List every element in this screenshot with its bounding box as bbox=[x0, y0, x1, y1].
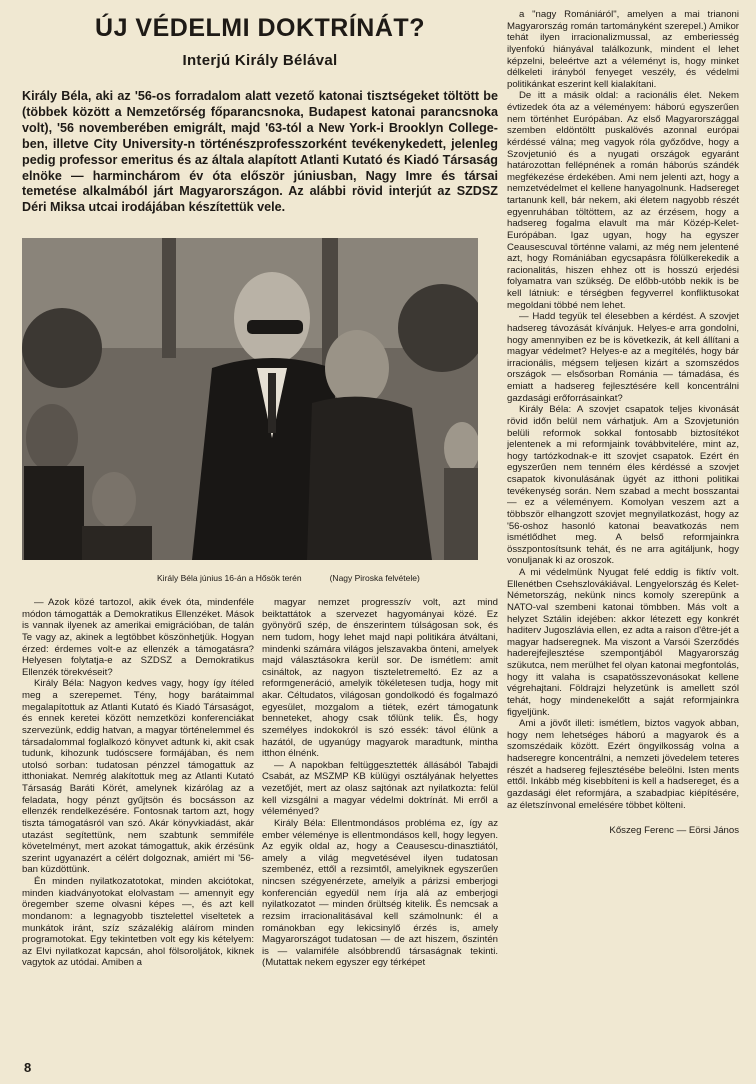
paragraph: Király Béla: Nagyon kedves vagy, hogy így ítéled meg a szerepemet. Tény, hogy barátaimmal megalapítottuk az Atlanti Kutató és Kiadó Társaságot, és ennek keretei között nemzetközi konferenciákat szervezünk, eddig hatvan, a magyar történelemmel és társadalommal foglalkozó könyvet adtunk ki, akit csak tudunk, kihozunk tudóscsere formájában, és nem utolsó sorban: tudatosan pénzzel támogattuk az itthoniakat. Nemrég alakítottuk meg az Atlanti Kutató Társaság Baráti Körét, amelynek kizárólag az a feladata, hogy pénzt gyűjtsön és bocsásson az ellenzék rendelkezésére. Fontosnak tartom azt, hogy tiszta támogatásról van szó. Akár könyvkiadást, akár utazást segítettünk, nem szabtunk semmiféle követelményt, mert azokat támogattuk, akik érzésünk szerint ugyanazért a célért dolgoznak, amiért mi '56-ban küzdöttünk. bbox=[22, 678, 254, 876]
paragraph: A mi védelmünk Nyugat felé eddig is fiktív volt. Ellenétben Csehszlovákiával. Lengyelország és Kelet-Németország, nekünk nincs komoly szerepünk a NATO-val szembeni katonai tömbben. Más volt a helyzet Sztálin idejében: akkor létezett egy konkrét haditerv Jugoszlávia ellen, ez adta a raison d'être-jét a magyar hadseregnek. Ma viszont a Varsói Szerződés haderejfejlesztése szempontjából Magyarország szükutca, nem merülhet fel olyan katonai megfontolás, hogy itt valaha is csapatösszevonásokat kellene végrehajtani. Földrajzi helyzetünk is amellett szól tehát, hogy mindenekelőtt a saját reformjainkra figyeljünk. bbox=[507, 567, 739, 718]
page-number: 8 bbox=[24, 1060, 32, 1075]
paragraph: Király Béla: Ellentmondásos probléma ez, így az ember véleménye is ellentmondásos kell, hogy legyen. Az egyik oldal az, hogy a Ceausescu-dinasztiától, amely a világ megvetésével ilyen tudatosan szembenéz, ettől a rezsimtől, amelyiknek egyszerűen nincsen szégyenérzete, amelyik a párizsi emberjogi konferencián egyedül nem írja alá az emberjogi nyilatkozatot — minden őrültség kitelik. És nemcsak a rezsim irracionalitásával kell számolnunk: él a románokban egy lekicsinylő érzés is, amely Magyarországot tudatosan — de azt hiszem, őszintén is — valamiféle alsóbbrendű társaságnak tekinti. (Mutattak nekem egyszer egy térképet bbox=[262, 817, 498, 969]
paragraph: Ami a jövőt illeti: ismétlem, biztos vagyok abban, hogy nem lehetséges háború a magyarok és a szomszédaik között. Ezért öngyilkosság volna a hadseregre koncentrálni, a nemzeti jövedelem teteres részét a hadsereg fejlesztésébe beleölni. Isten ments ettől. Inkább még kisebbíteni is kell a hadsereget, és a gazdasági élet reformjára, a szabadpiac kiépítésére, az életszínvonal emelésére többet költeni. bbox=[507, 718, 739, 811]
column-left bbox=[22, 597, 254, 1067]
paragraph: — Hadd tegyük tel élesebben a kérdést. A szovjet hadsereg távozását kívánjuk. Helyes-e arra gondolni, hogy amennyiben ez be is következik, át kell állítani a magyar védelmet? Helyes-e az a megítélés, hogy bár irracionális, mégsem teljesen kizárt a szomszédos országok — elsősorban Románia — támadása, és emiatt a hadsereg fejlesztésére kell koncentrálni gazdasági erőforrásainkat? bbox=[507, 311, 739, 404]
article-lead: Király Béla, aki az '56-os forradalom alatt vezető katonai tisztségeket töltött be (többek között a Nemzetőrség főparancsnoka, Budapest katonai parancsnoka volt), '56 novemberében emigrált, majd '63-tól a New York-i Brooklyn College-ben, illetve City University-n történészprofesszorként tevékenykedett, jelenleg pedig professor emeritus és az általa alapított Atlanti Kutató és Kiadó Társaság elnöke — harminchárom év óta először júniusban, Nagy Imre és társai temetése alkalmából járt Magyarországon. Az alábbi rövid interjút az SZDSZ Déri Miksa utcai irodájában készítettük vele. bbox=[22, 89, 498, 215]
paragraph: Én minden nyilatkozatotokat, minden akciótokat, minden kiadványotokat elolvastam — amennyit egy öregember szeme olvasni képes —, és azt kell mondanom: a legnagyobb tisztelettel viseltetek a munkátok iránt, szíz százalékig aláírom minden programotokat. Egy tekintetben volt egy kis kételyem: az Elvi nyilatkozat kapcsán, ahol fölsoroljátok, kiknek vagytok az utódai. Amiben a bbox=[22, 876, 254, 969]
paragraph: — Azok közé tartozol, akik évek óta, mindenféle módon támogatták a Demokratikus Ellenzéket. Mások is vannak ilyenek az amerikai emigrációban, de talán Te vagy az, akinek a legtöbbet köszönhetjük. Hogyan érzed: érdemes volt-e az ellenzék a támogatásra? Helyesen folytatja-e az SZDSZ a Demokratikus Ellenzék törekvéseit? bbox=[22, 597, 254, 678]
paragraph: De itt a másik oldal: a racionális élet. Nekem évtizedek óta az a véleményem: háború egyszerűen nem történhet Európában. Az első Magyarországgal szemben eldöntöltt puskalövés azonnal európai kérdéssé válna; meg vagyok róla győződve, hogy a Szovjetunió és a nyugati országok egyaránt határozottan fellépnének a román háborús szándék megfékezése érdekében. Ami nem jelenti azt, hogy a nemzetvédelmet el kellene hanyagolnunk. Hadsereget tartanunk kell, bár nekem, aki életem nagyobb részét egyenruhában töltöttem, az az érzésem, hogy a hadsereg fogalma elavult ma már Közép-Kelet-Európában. Igaz ugyan, hogy ha egyszer Ceausescuval történne valami, az még nem jelentené azt, hogy Romániában egycsapásra fölülkerekedik a racionalitás, hiszen ehhez ott is hosszú erjedési folyamatra van szükség. De előbb-utóbb nekik is be kell látniuk: e térségben fegyverrel konfliktusokat megoldani többé nem lehet. bbox=[507, 90, 739, 311]
photo-credit: (Nagy Piroska felvétele) bbox=[329, 573, 420, 583]
paragraph: Király Béla: A szovjet csapatok teljes kivonását rövid időn belül nem várhatjuk. Am a Szovjetunión belüli reformok sokkal fontosabb biztosítékot jelentenek a mi reformjaink továbbvitelére, mint az, hogy tartózkodnak-e itt szovjet csapatok. Ezért én egyszerűen nem tenném éles kérdéssé a szovjet csapatok kivonulásának ügyét az itthoni politikai tevékenység során. Nem szabad a mecht bosszantai — ez a véleményem. Komolyan veszem azt a többször elhangzott szovjet megnyilatkozást, hogy az '56-oshoz hasonló katonai beavatkozás nem ismétlődhet meg. A belső reformjainkra összpontosítsunk tehát, és ne arra agitáljunk, hogy vonuljanak ki az oroszok. bbox=[507, 404, 739, 567]
column-right bbox=[507, 9, 739, 1009]
photo-caption-line bbox=[157, 573, 477, 583]
paragraph: — A napokban feltüggesztették állásából Tabajdi Csabát, az MSZMP KB külügyi osztályának helyettes vezetőjét, mert az olasz sajtónak azt nyilatkozta: felül kell vizsgálni a magyar védelmi doktrínát. Mi erről a véleményed? bbox=[262, 759, 498, 818]
author-signature: Kőszeg Ferenc — Eörsi János bbox=[609, 825, 739, 837]
column-middle bbox=[262, 597, 498, 1067]
photo-illustration bbox=[22, 238, 478, 560]
paragraph: a "nagy Romániáról", amelyen a mai trianoni Magyarország román tartományként szerepel.) Amikor tehát ilyen irracionalizmussal, az emberiesség ilyenfokú hiányával találkozunk, mindent el lehet képzelni, beleértve azt a véleményt is, hogy minket délkeleti irányból fenyeget veszély, és védelmi politikánkat eszerint kell kialakítani. bbox=[507, 9, 739, 90]
article-photo bbox=[22, 238, 478, 560]
paragraph: magyar nemzet progresszív volt, azt mind beiktattátok a szervezet hagyományai közé. Ez gyönyörű szép, de énszerintem túlságosan sok, és nem tudom, hogy lehet majd napi politikára átváltani, mindenki számára világos jelszavakba önteni, amelyek majd választásokra kerül sor. De ismétlem: amit csináltok, az nagyon tiszteletremeltó. Ez az a reformgeneráció, amelyik tökéletesen tudja, hogy mit akar. Céltudatos, világosan gondolkodó és fogalmazó egyesület, mozgalom a tiétek, ezért támogatunk benneteket, ahogy csak tőlünk telik. És, hogy személyes indokokról is szó essék: távol élünk a hazától, de ugyanúgy magyarok maradtunk, mintha itthon élnénk. bbox=[262, 597, 498, 760]
article-title: ÚJ VÉDELMI DOKTRÍNÁT? bbox=[95, 14, 425, 42]
article-subtitle: Interjú Király Bélával bbox=[182, 52, 338, 69]
photo-caption: Király Béla június 16-án a Hősök terén bbox=[157, 573, 302, 583]
